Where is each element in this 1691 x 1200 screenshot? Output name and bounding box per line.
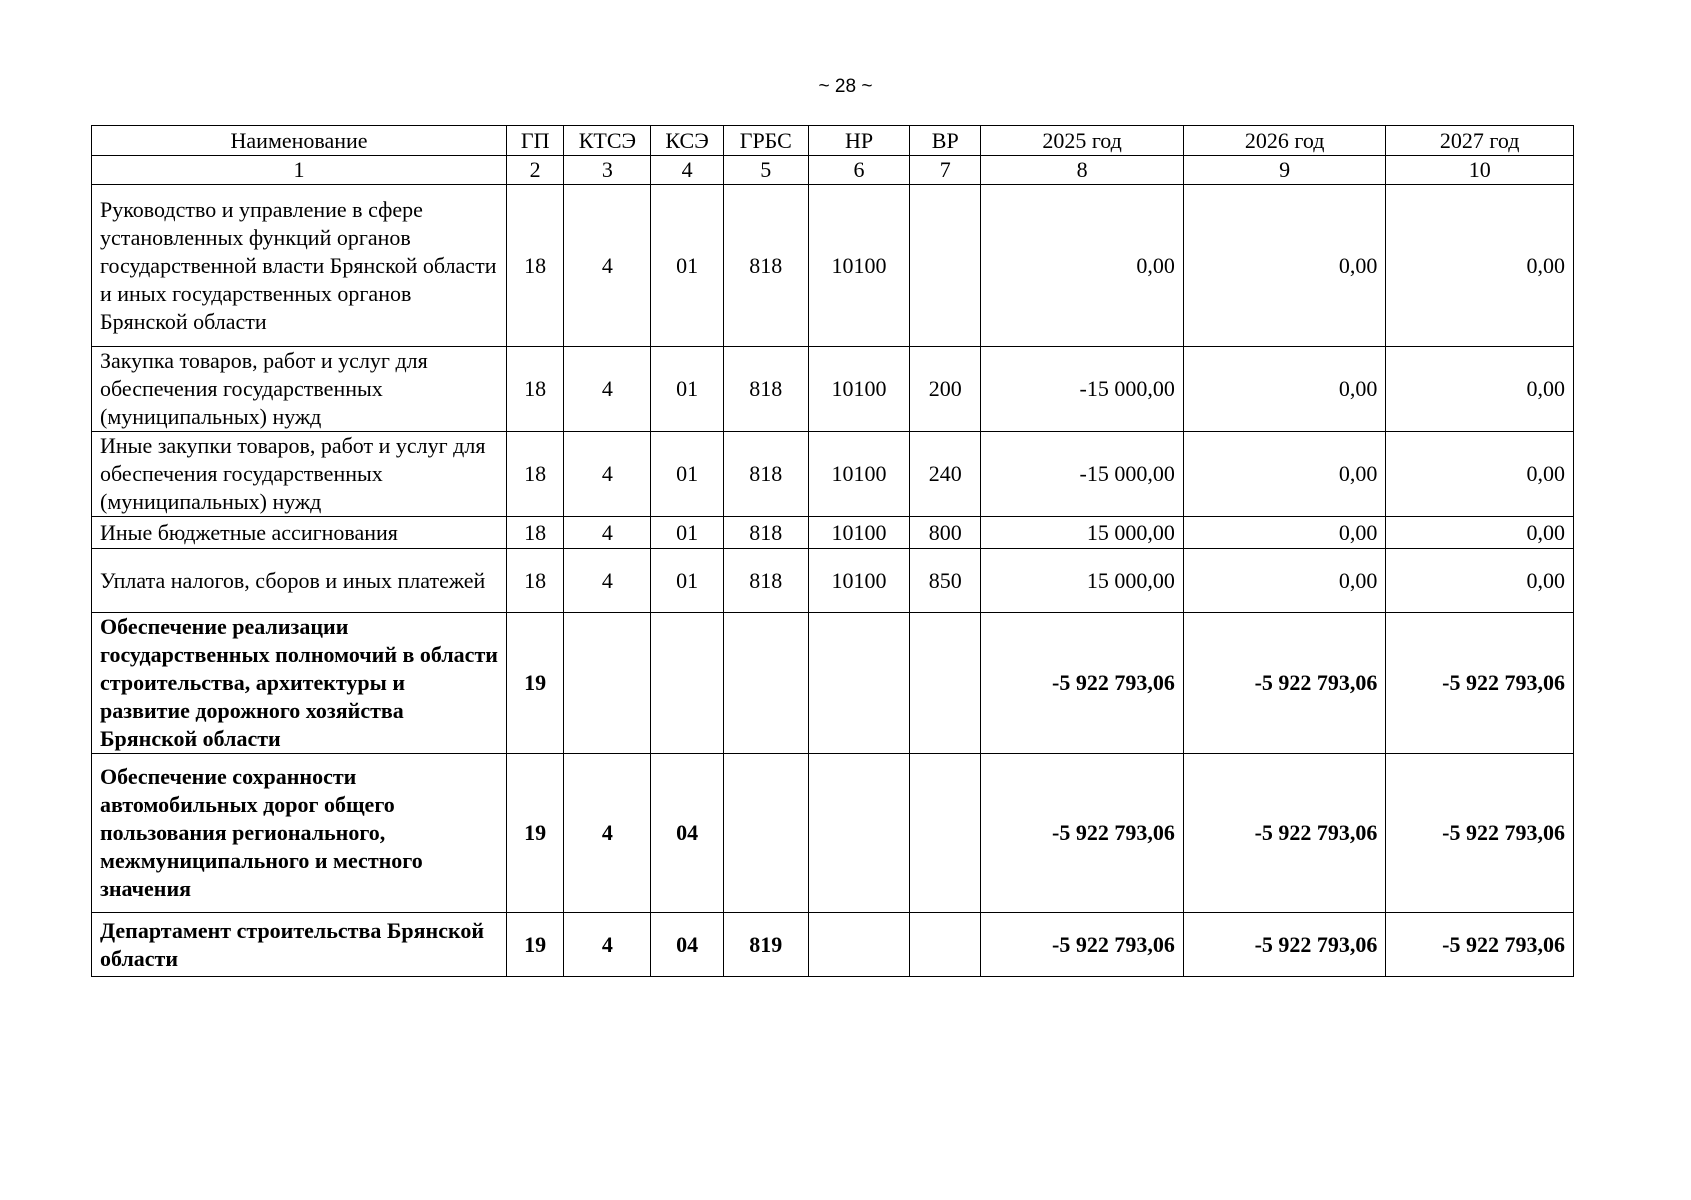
column-number: 3 [564,156,651,185]
cell-2025: 0,00 [981,185,1184,347]
table-row [92,185,1574,347]
page-number: ~ 28 ~ [818,76,873,97]
cell-kse: 01 [651,549,723,613]
cell-ktse: 4 [564,517,651,549]
table-row [92,432,1574,517]
cell-2027: 0,00 [1386,517,1574,549]
cell-grbs [723,613,808,754]
cell-kse: 01 [651,517,723,549]
cell-ktse: 4 [564,432,651,517]
row-name: Руководство и управление в сфере установленных функций органов государственной власти Брянской области и иных государственных органов Брянской области [92,185,507,347]
header-kse: КСЭ [651,126,723,156]
cell-2027: 0,00 [1386,185,1574,347]
table-row [92,754,1574,913]
cell-2026: 0,00 [1183,549,1386,613]
cell-grbs: 818 [723,432,808,517]
cell-gp: 18 [507,185,564,347]
cell-grbs: 819 [723,913,808,977]
header-2025: 2025 год [981,126,1184,156]
table-row [92,913,1574,977]
cell-2027: 0,00 [1386,432,1574,517]
cell-kse: 04 [651,754,723,913]
row-name: Обеспечение реализации государственных полномочий в области строительства, архитектуры и развитие дорожного хозяйства Брянской области [92,613,507,754]
cell-grbs: 818 [723,517,808,549]
header-ktse: КТСЭ [564,126,651,156]
cell-grbs [723,754,808,913]
header-name: Наименование [92,126,507,156]
cell-2025: -5 922 793,06 [981,613,1184,754]
table-row [92,549,1574,613]
cell-2025: 15 000,00 [981,517,1184,549]
cell-vr: 800 [910,517,981,549]
header-row [92,126,1574,156]
cell-ktse: 4 [564,347,651,432]
column-number: 8 [981,156,1184,185]
column-number: 6 [808,156,909,185]
column-number: 2 [507,156,564,185]
cell-kse: 04 [651,913,723,977]
cell-gp: 18 [507,432,564,517]
cell-ktse: 4 [564,549,651,613]
header-grbs: ГРБС [723,126,808,156]
cell-vr [910,754,981,913]
column-number: 5 [723,156,808,185]
cell-kse: 01 [651,432,723,517]
cell-nr: 10100 [808,347,909,432]
cell-vr: 200 [910,347,981,432]
cell-2025: 15 000,00 [981,549,1184,613]
table-row [92,517,1574,549]
cell-grbs: 818 [723,347,808,432]
cell-2025: -5 922 793,06 [981,913,1184,977]
cell-2027: 0,00 [1386,549,1574,613]
column-number: 9 [1183,156,1386,185]
row-name: Департамент строительства Брянской области [92,913,507,977]
cell-2026: 0,00 [1183,432,1386,517]
cell-ktse: 4 [564,913,651,977]
column-number-row [92,156,1574,185]
table-row [92,613,1574,754]
row-name: Обеспечение сохранности автомобильных дорог общего пользования регионального, межмуниципального и местного значения [92,754,507,913]
cell-2027: 0,00 [1386,347,1574,432]
cell-gp: 18 [507,549,564,613]
cell-kse [651,613,723,754]
cell-nr: 10100 [808,432,909,517]
header-nr: НР [808,126,909,156]
cell-2026: -5 922 793,06 [1183,913,1386,977]
cell-2025: -15 000,00 [981,432,1184,517]
cell-2027: -5 922 793,06 [1386,613,1574,754]
row-name: Иные закупки товаров, работ и услуг для обеспечения государственных (муниципальных) нужд [92,432,507,517]
row-name: Уплата налогов, сборов и иных платежей [92,549,507,613]
cell-vr [910,613,981,754]
cell-2026: -5 922 793,06 [1183,613,1386,754]
cell-nr: 10100 [808,185,909,347]
cell-nr: 10100 [808,549,909,613]
header-vr: ВР [910,126,981,156]
cell-kse: 01 [651,185,723,347]
cell-gp: 19 [507,913,564,977]
cell-gp: 18 [507,517,564,549]
cell-2027: -5 922 793,06 [1386,913,1574,977]
cell-2026: 0,00 [1183,517,1386,549]
header-2026: 2026 год [1183,126,1386,156]
cell-kse: 01 [651,347,723,432]
table-row [92,347,1574,432]
cell-gp: 18 [507,347,564,432]
row-name: Закупка товаров, работ и услуг для обеспечения государственных (муниципальных) нужд [92,347,507,432]
cell-vr [910,913,981,977]
cell-grbs: 818 [723,549,808,613]
cell-2025: -5 922 793,06 [981,754,1184,913]
cell-grbs: 818 [723,185,808,347]
cell-ktse: 4 [564,185,651,347]
budget-table [91,125,1574,977]
cell-2026: 0,00 [1183,185,1386,347]
cell-ktse: 4 [564,754,651,913]
header-2027: 2027 год [1386,126,1574,156]
cell-nr [808,754,909,913]
cell-nr: 10100 [808,517,909,549]
cell-vr: 240 [910,432,981,517]
column-number: 4 [651,156,723,185]
cell-nr [808,613,909,754]
cell-2027: -5 922 793,06 [1386,754,1574,913]
cell-nr [808,913,909,977]
cell-gp: 19 [507,613,564,754]
column-number: 7 [910,156,981,185]
cell-ktse [564,613,651,754]
row-name: Иные бюджетные ассигнования [92,517,507,549]
cell-2026: 0,00 [1183,347,1386,432]
cell-vr [910,185,981,347]
cell-vr: 850 [910,549,981,613]
header-gp: ГП [507,126,564,156]
column-number: 1 [92,156,507,185]
cell-2025: -15 000,00 [981,347,1184,432]
cell-gp: 19 [507,754,564,913]
cell-2026: -5 922 793,06 [1183,754,1386,913]
column-number: 10 [1386,156,1574,185]
